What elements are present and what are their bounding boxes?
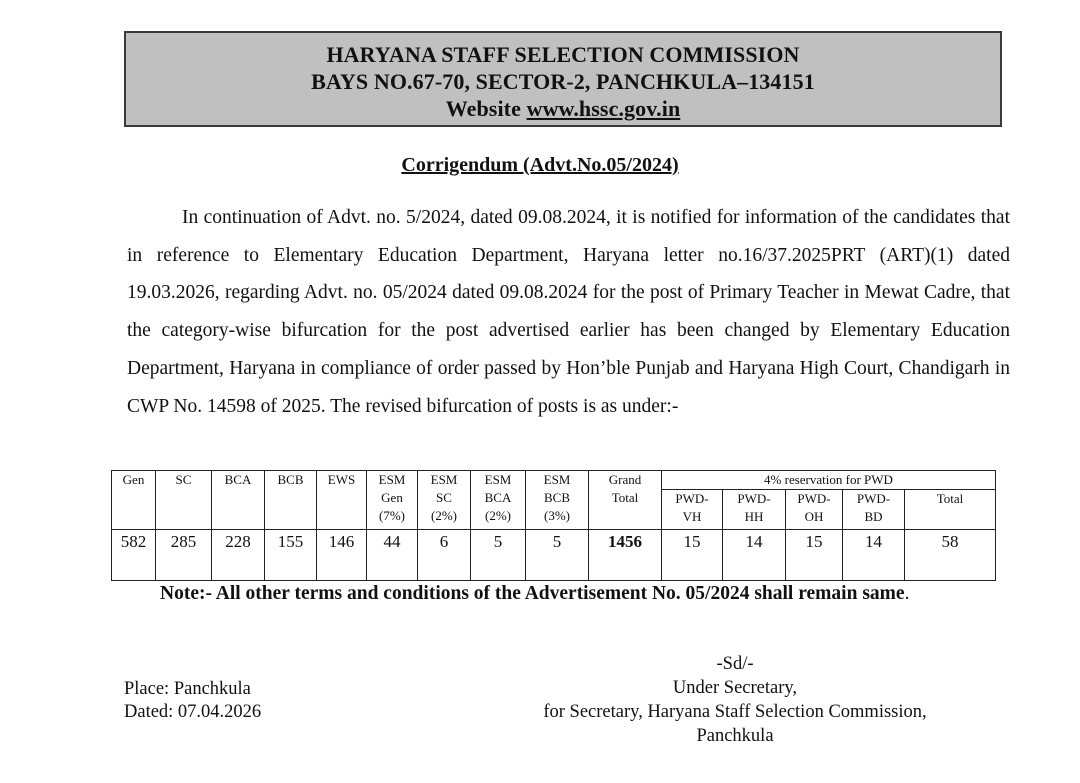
- letterhead-box: [124, 31, 1002, 127]
- col-group-pwd: 4% reservation for PWD: [662, 471, 996, 490]
- col-header-sc: SC: [156, 471, 212, 530]
- cell-bcb: 155: [265, 530, 317, 581]
- cell-pwd-vh: 15: [662, 530, 723, 581]
- col-header-pwd-vh: PWD- VH: [662, 490, 723, 530]
- note-line: [160, 582, 909, 606]
- col-header-esm-gen: ESM Gen (7%): [367, 471, 418, 530]
- cell-grand-total: 1456: [589, 530, 662, 581]
- org-address: BAYS NO.67-70, SECTOR-2, PANCHKULA–134151: [311, 69, 815, 94]
- website-link[interactable]: www.hssc.gov.in: [526, 96, 681, 121]
- signature-mark: -Sd/-: [716, 654, 754, 674]
- table-header-row: [112, 471, 996, 490]
- cell-pwd-bd: 14: [843, 530, 905, 581]
- col-header-gen: Gen: [112, 471, 156, 530]
- website-label: Website: [445, 96, 521, 121]
- col-header-pwd-total: Total: [905, 490, 996, 530]
- cell-pwd-total: 58: [905, 530, 996, 581]
- cell-esm-bcb: 5: [526, 530, 589, 581]
- cell-bca: 228: [212, 530, 265, 581]
- cell-pwd-hh: 14: [723, 530, 786, 581]
- col-header-ews: EWS: [317, 471, 367, 530]
- col-header-grand-total: Grand Total: [589, 471, 662, 530]
- col-header-esm-bca: ESM BCA (2%): [471, 471, 526, 530]
- signature-block: [490, 652, 980, 748]
- col-header-bca: BCA: [212, 471, 265, 530]
- dated-text: Dated: 07.04.2026: [124, 702, 262, 722]
- cell-esm-bca: 5: [471, 530, 526, 581]
- note-end: .: [904, 583, 910, 604]
- cell-pwd-oh: 15: [786, 530, 843, 581]
- note-text: Note:- All other terms and conditions of the Advertisement No. 05/2024 shall remain same: [160, 583, 905, 604]
- post-bifurcation-table: [111, 470, 996, 581]
- col-header-pwd-oh: PWD- OH: [786, 490, 843, 530]
- body-paragraph: In continuation of Advt. no. 5/2024, dated 09.08.2024, it is notified for information of the candidates that in reference to Elementary Education Department, Haryana letter no.16/37.2025PRT (ART)(1) dated 19.03.2026, regarding Advt. no. 05/2024 dated 09.08.2024 for the post of Primary Teacher in Mewat Cadre, that the category-wise bifurcation for the post advertised earlier has been changed by Elementary Education Department, Haryana in compliance of order passed by Hon’ble Punjab and Haryana High Court, Chandigarh in CWP No. 14598 of 2025. The revised bifurcation of posts is as under:-: [127, 207, 1010, 417]
- place-text: Place: Panchkula: [124, 679, 251, 699]
- cell-esm-sc: 6: [418, 530, 471, 581]
- org-name: HARYANA STAFF SELECTION COMMISSION: [326, 42, 800, 67]
- col-header-esm-sc: ESM SC (2%): [418, 471, 471, 530]
- col-header-pwd-hh: PWD- HH: [723, 490, 786, 530]
- col-header-esm-bcb: ESM BCB (3%): [526, 471, 589, 530]
- col-header-pwd-bd: PWD- BD: [843, 490, 905, 530]
- cell-esm-gen: 44: [367, 530, 418, 581]
- corrigendum-title: [0, 152, 1080, 178]
- col-header-bcb: BCB: [265, 471, 317, 530]
- signatory-for-line: for Secretary, Haryana Staff Selection Commission,: [543, 702, 927, 722]
- table-row: [112, 530, 996, 581]
- corrigendum-title-text: Corrigendum (Advt.No.05/2024): [401, 154, 679, 176]
- cell-ews: 146: [317, 530, 367, 581]
- cell-gen: 582: [112, 530, 156, 581]
- cell-sc: 285: [156, 530, 212, 581]
- signatory-location: Panchkula: [696, 726, 774, 746]
- website-line: [126, 95, 1000, 122]
- place-date-block: [124, 678, 261, 724]
- signatory-designation: Under Secretary,: [672, 678, 798, 698]
